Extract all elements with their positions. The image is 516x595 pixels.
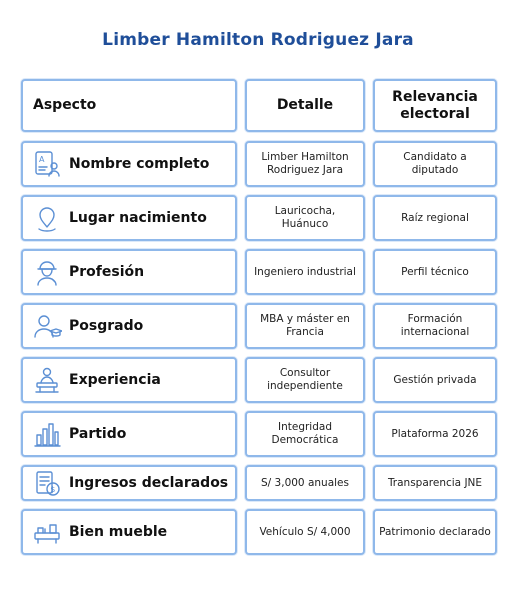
table-row-relevance xyxy=(373,303,497,349)
row-detail-value: MBA y máster en Francia xyxy=(260,313,350,338)
table-row-detail xyxy=(245,303,365,349)
header-detail-cell xyxy=(245,79,365,132)
svg-text:$: $ xyxy=(50,485,56,495)
table-row-aspect xyxy=(21,411,237,457)
row-detail-value: Consultor independiente xyxy=(267,367,343,392)
table-row-relevance xyxy=(373,195,497,241)
row-aspect-label: Experiencia xyxy=(69,371,161,388)
income-document-icon xyxy=(31,467,63,499)
table-row-detail xyxy=(245,509,365,555)
table-row-aspect xyxy=(21,465,237,501)
consultant-icon xyxy=(31,364,63,396)
row-aspect-label: Bien mueble xyxy=(69,523,168,540)
bar-chart-icon xyxy=(31,418,63,450)
table-row-relevance xyxy=(373,141,497,187)
row-relevance-value: Raíz regional xyxy=(401,211,469,224)
table-row-aspect xyxy=(21,357,237,403)
row-aspect-label: Posgrado xyxy=(69,317,144,334)
table-row-relevance xyxy=(373,465,497,501)
header-relevance-cell xyxy=(373,79,497,132)
table-row-aspect xyxy=(21,195,237,241)
row-detail-value: Integridad Democrática xyxy=(271,421,339,446)
row-relevance-value: Transparencia JNE xyxy=(387,476,483,489)
table-row-detail xyxy=(245,465,365,501)
table-row-detail xyxy=(245,195,365,241)
location-pin-icon xyxy=(31,202,63,234)
furniture-icon xyxy=(31,516,63,548)
row-detail-value: Limber Hamilton Rodriguez Jara xyxy=(261,151,349,176)
table-row-relevance xyxy=(373,357,497,403)
table-row-relevance xyxy=(373,249,497,295)
row-relevance-value: Patrimonio declarado xyxy=(379,525,491,538)
table-row-detail xyxy=(245,141,365,187)
row-aspect-label: Partido xyxy=(69,425,127,442)
table-row-relevance xyxy=(373,509,497,555)
row-detail-value: Vehículo S/ 4,000 xyxy=(259,525,351,538)
table-row-detail xyxy=(245,411,365,457)
table-row-aspect xyxy=(21,509,237,555)
row-detail-value: S/ 3,000 anuales xyxy=(261,476,349,489)
engineer-icon xyxy=(31,256,63,288)
table-row-aspect xyxy=(21,303,237,349)
table-row-relevance xyxy=(373,411,497,457)
id-card-icon xyxy=(31,148,63,180)
row-relevance-value: Plataforma 2026 xyxy=(391,427,479,440)
row-relevance-value: Gestión privada xyxy=(393,373,477,386)
header-aspect-cell xyxy=(21,79,237,132)
table-row-aspect xyxy=(21,141,237,187)
row-relevance-value: Candidato a diputado xyxy=(403,151,467,176)
header-detail: Detalle xyxy=(276,97,334,113)
table-row-aspect xyxy=(21,249,237,295)
row-aspect-label: Ingresos declarados xyxy=(69,474,229,491)
row-aspect-label: Lugar nacimiento xyxy=(69,209,207,226)
row-detail-value: Lauricocha, Huánuco xyxy=(274,205,336,230)
row-relevance-value: Perfil técnico xyxy=(401,265,469,278)
header-aspect: Aspecto xyxy=(33,97,97,113)
row-aspect-label: Profesión xyxy=(69,263,145,280)
table-row-detail xyxy=(245,249,365,295)
header-relevance: Relevancia electoral xyxy=(392,88,478,122)
row-aspect-label: Nombre completo xyxy=(69,155,210,172)
table-row-detail xyxy=(245,357,365,403)
page-title: Limber Hamilton Rodriguez Jara xyxy=(102,30,414,50)
svg-text:A: A xyxy=(39,155,45,164)
graduate-icon xyxy=(31,310,63,342)
row-detail-value: Ingeniero industrial xyxy=(254,265,356,278)
row-relevance-value: Formación internacional xyxy=(400,313,470,338)
